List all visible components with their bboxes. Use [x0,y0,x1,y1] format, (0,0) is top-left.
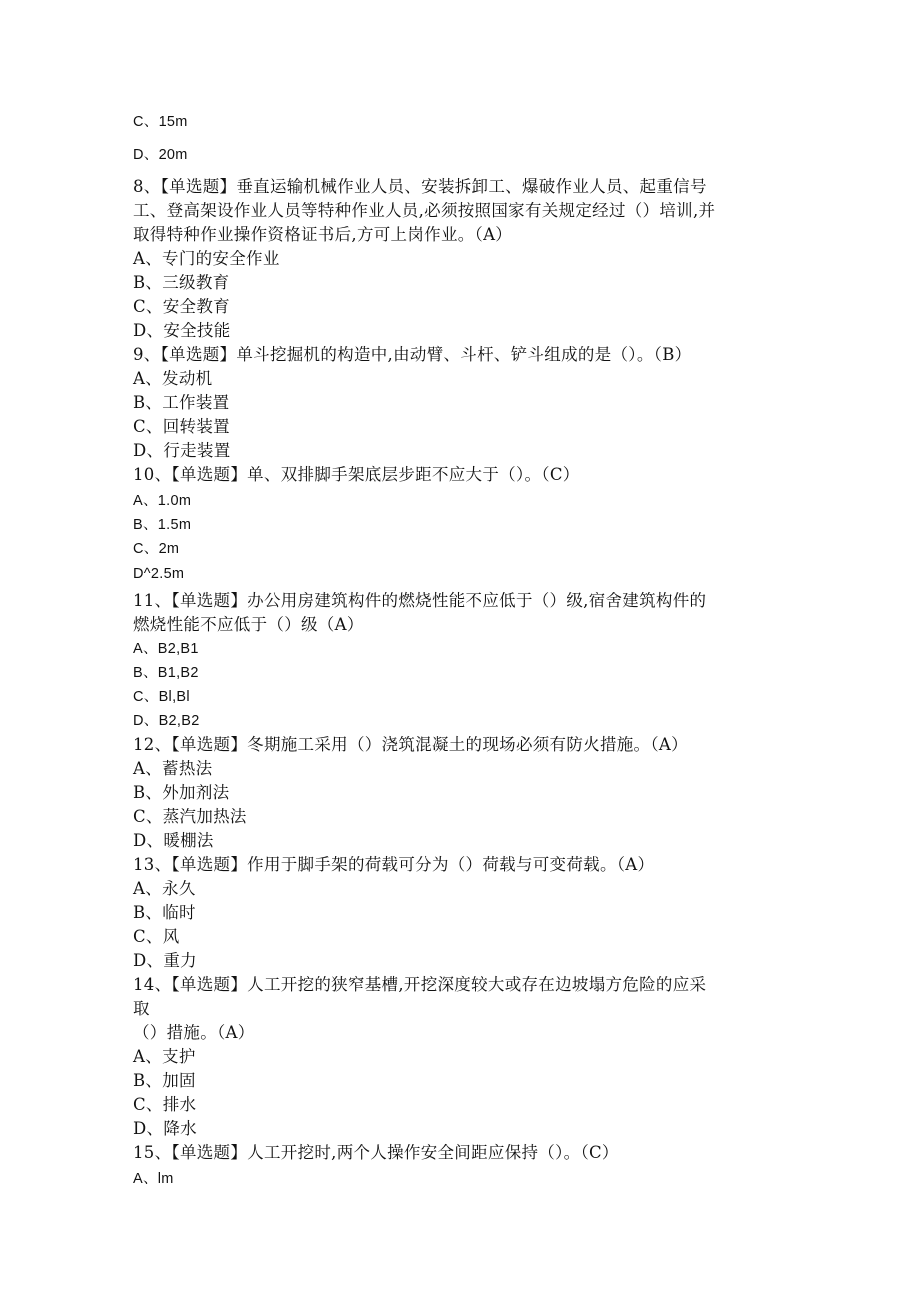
option-line: C、15m [133,114,188,130]
option-line: D、降水 [133,1119,197,1138]
question-line: 10、【单选题】单、双排脚手架底层步距不应大于（）。（C） [133,465,580,484]
question-line: 13、【单选题】作用于脚手架的荷载可分为（）荷载与可变荷载。（A） [133,855,655,874]
option-line: D、重力 [133,951,197,970]
option-line: A、1.0m [133,493,192,509]
question-line: 11、【单选题】办公用房建筑构件的燃烧性能不应低于（）级,宿舍建筑构件的 [133,591,707,610]
option-line: D、20m [133,147,188,163]
question-line: 取 [133,999,150,1018]
option-line: B、1.5m [133,517,192,533]
option-line: B、外加剂法 [133,783,230,802]
question-line: 取得特种作业操作资格证书后,方可上岗作业。（A） [133,225,513,244]
option-line: B、临时 [133,903,196,922]
question-line: （）措施。（A） [133,1023,255,1042]
option-line: A、lm [133,1171,174,1187]
option-line: A、发动机 [133,369,213,388]
question-line: 工、登高架设作业人员等特种作业人员,必须按照国家有关规定经过（）培训,并 [133,201,716,220]
option-line: B、加固 [133,1071,196,1090]
option-line: D、暖棚法 [133,831,214,850]
question-line: 9、【单选题】单斗挖掘机的构造中,由动臂、斗杆、铲斗组成的是（）。（B） [133,345,692,364]
option-line: B、三级教育 [133,273,230,292]
question-line: 燃烧性能不应低于（）级（A） [133,615,364,634]
question-line: 15、【单选题】人工开挖时,两个人操作安全间距应保持（）。（C） [133,1143,619,1162]
option-line: D^2.5m [133,566,185,582]
question-line: 14、【单选题】人工开挖的狭窄基槽,开挖深度较大或存在边坡塌方危险的应采 [133,975,707,994]
option-line: C、Bl,Bl [133,689,190,705]
option-line: D、B2,B2 [133,713,200,729]
option-line: B、工作装置 [133,393,230,412]
option-line: A、永久 [133,879,196,898]
option-line: C、2m [133,541,180,557]
question-line: 8、【单选题】垂直运输机械作业人员、安装拆卸工、爆破作业人员、起重信号 [133,177,707,196]
option-line: C、蒸汽加热法 [133,807,247,826]
option-line: A、专门的安全作业 [133,249,280,268]
option-line: C、安全教育 [133,297,230,316]
option-line: B、B1,B2 [133,665,199,681]
option-line: D、行走装置 [133,441,231,460]
question-line: 12、【单选题】冬期施工采用（）浇筑混凝土的现场必须有防火措施。（A） [133,735,688,754]
option-line: A、B2,B1 [133,641,199,657]
option-line: D、安全技能 [133,321,231,340]
option-line: C、排水 [133,1095,197,1114]
option-line: A、支护 [133,1047,196,1066]
option-line: A、蓄热法 [133,759,213,778]
option-line: C、风 [133,927,180,946]
option-line: C、回转装置 [133,417,230,436]
